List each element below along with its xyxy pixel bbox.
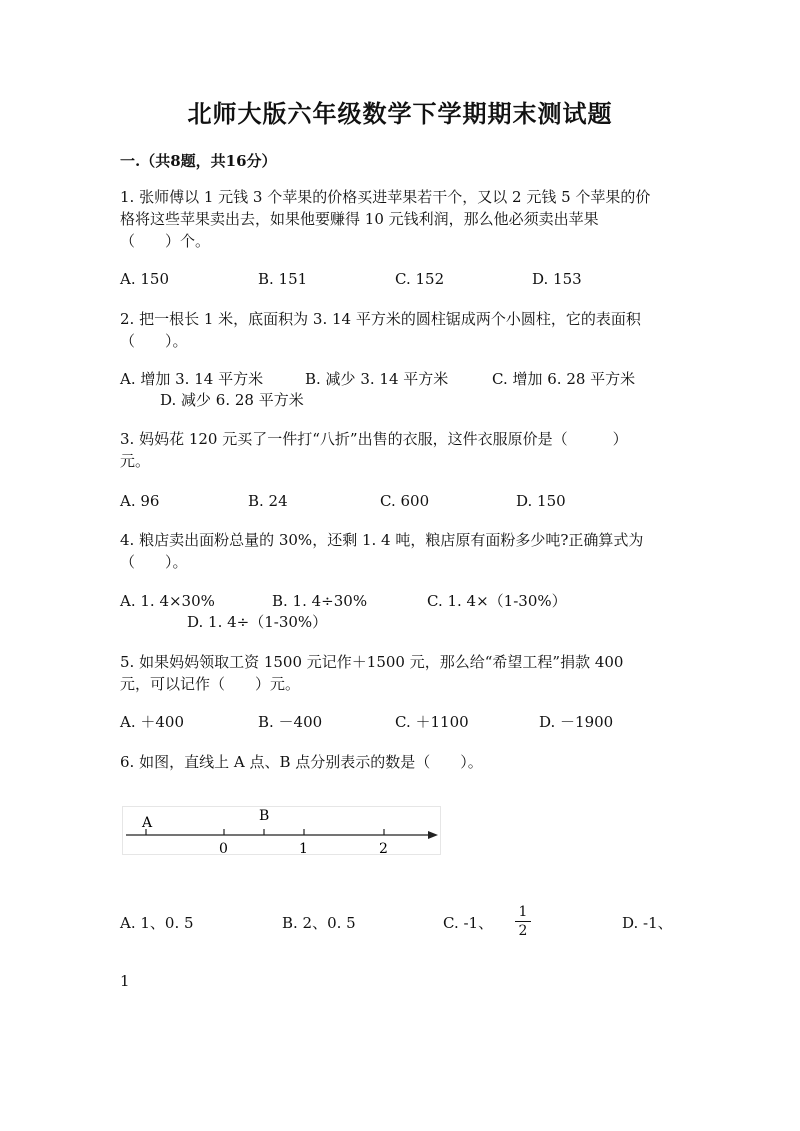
question-4-line-2: （ ）。: [120, 553, 188, 571]
question-3: [120, 428, 680, 472]
fraction-bar: [515, 921, 531, 922]
question-5-line-1: 5. 如果妈妈领取工资 1500 元记作＋1500 元，那么给“希望工程”捐款 400: [120, 653, 624, 671]
q1-option-a: A. 150: [120, 270, 169, 288]
q1-option-c: C. 152: [395, 270, 445, 288]
point-label-a: A: [142, 815, 153, 831]
page-number: 1: [120, 972, 130, 990]
fraction-numerator: 1: [518, 904, 528, 920]
number-line-figure: [122, 806, 442, 858]
q6-option-c-fraction: [515, 904, 531, 939]
page-title: 北师大版六年级数学下学期期末测试题: [187, 99, 613, 128]
tick-label-0: 0: [219, 841, 228, 857]
question-3-line-2: 元。: [120, 452, 151, 470]
q5-option-a: A. ＋400: [120, 713, 184, 731]
q2-option-b: B. 减少 3. 14 平方米: [305, 370, 449, 388]
q4-option-a: A. 1. 4×30%: [120, 592, 215, 610]
q5-option-b: B. －400: [258, 713, 323, 731]
question-5: [120, 651, 680, 695]
q4-option-c: C. 1. 4×（1-30%）: [427, 592, 567, 610]
q6-option-a: A. 1、0. 5: [120, 914, 194, 932]
q2-option-a: A. 增加 3. 14 平方米: [120, 370, 264, 388]
q5-option-d: D. －1900: [539, 713, 614, 731]
q3-option-a: A. 96: [120, 492, 160, 510]
question-2-line-1: 2. 把一根长 1 米，底面积为 3. 14 平方米的圆柱锯成两个小圆柱，它的表面积: [120, 310, 641, 328]
question-1-line-3: （ ）个。: [120, 232, 211, 250]
q6-option-b: B. 2、0. 5: [282, 914, 356, 932]
question-6-line-1: 6. 如图，直线上 A 点、B 点分别表示的数是（ ）。: [120, 753, 483, 771]
q4-option-b: B. 1. 4÷30%: [272, 592, 368, 610]
q2-option-d: D. 减少 6. 28 平方米: [160, 391, 304, 409]
question-4-line-1: 4. 粮店卖出面粉总量的 30%，还剩 1. 4 吨，粮店原有面粉多少吨?正确算式为: [120, 531, 644, 549]
section-heading: 一.（共8题，共16分）: [120, 152, 277, 170]
fraction-denominator: 2: [518, 923, 528, 939]
question-4: [120, 529, 680, 573]
question-2-line-2: （ ）。: [120, 332, 188, 350]
question-1: [120, 186, 680, 252]
question-1-line-2: 格将这些苹果卖出去，如果他要赚得 10 元钱利润，那么他必须卖出苹果: [120, 210, 599, 228]
q1-option-b: B. 151: [258, 270, 308, 288]
q1-option-d: D. 153: [532, 270, 582, 288]
figure-border: [123, 807, 441, 855]
q4-option-d: D. 1. 4÷（1-30%）: [187, 613, 328, 631]
number-line-arrow: [428, 831, 438, 839]
q2-option-c: C. 增加 6. 28 平方米: [492, 370, 636, 388]
question-5-line-2: 元，可以记作（ ）元。: [120, 675, 301, 693]
tick-label-1: 1: [299, 841, 308, 857]
q3-option-d: D. 150: [516, 492, 566, 510]
question-3-line-1: 3. 妈妈花 120 元买了一件打“八折”出售的衣服，这件衣服原价是（ ）: [120, 430, 628, 448]
question-6: [120, 751, 680, 773]
q5-option-c: C. ＋1100: [395, 713, 469, 731]
point-label-b: B: [259, 808, 270, 824]
q3-option-b: B. 24: [248, 492, 288, 510]
question-2: [120, 308, 680, 352]
q6-option-d: D. -1、: [622, 914, 673, 932]
q3-option-c: C. 600: [380, 492, 430, 510]
q6-option-c: C. -1、: [443, 914, 494, 932]
question-1-line-1: 1. 张师傅以 1 元钱 3 个苹果的价格买进苹果若干个，又以 2 元钱 5 个苹果的价: [120, 188, 651, 206]
tick-label-2: 2: [379, 841, 388, 857]
